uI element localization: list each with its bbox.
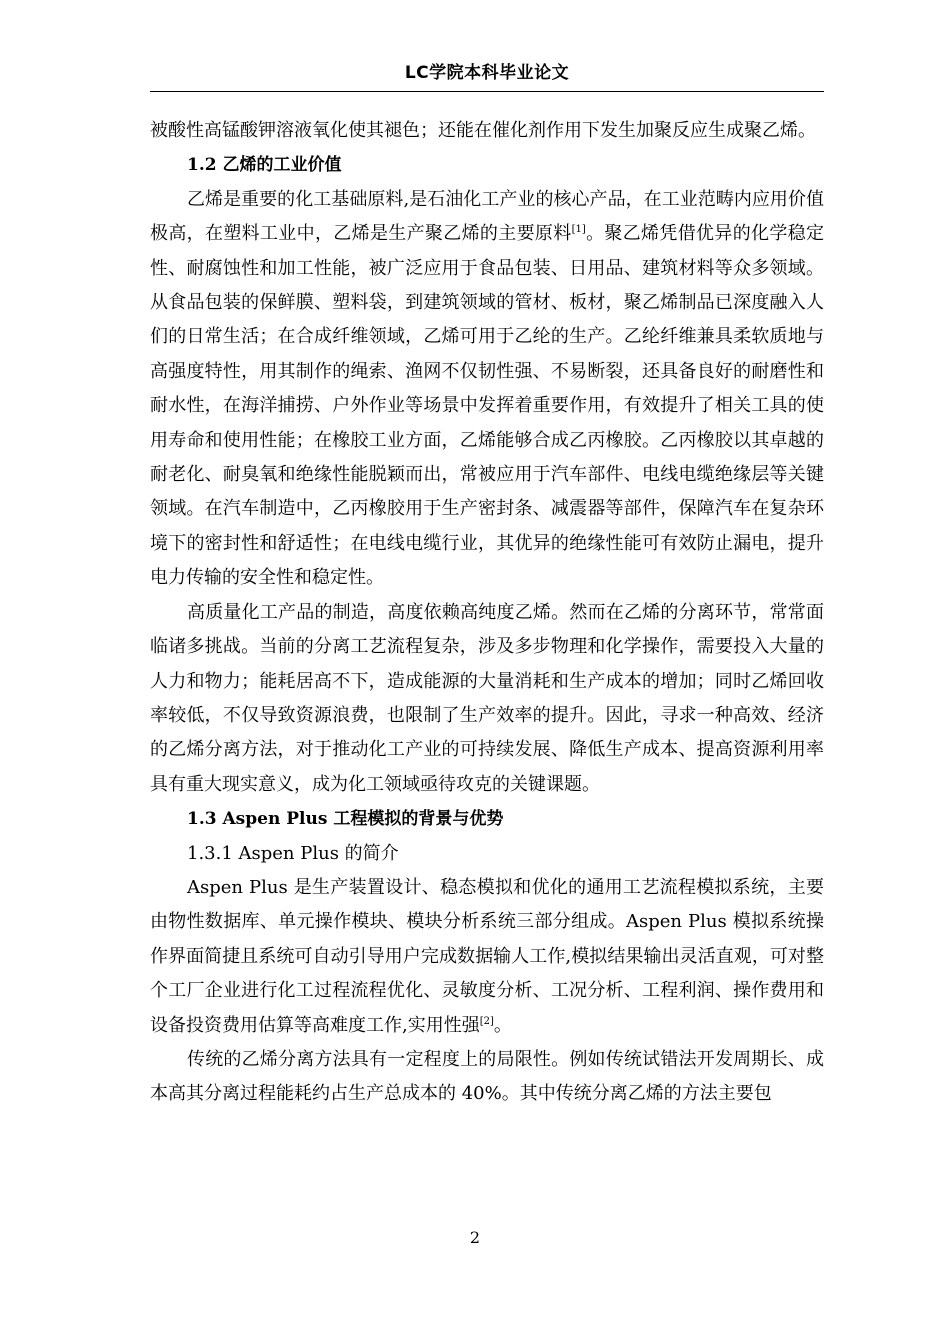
page-number: 2 bbox=[469, 1228, 481, 1247]
paragraph-aspen-intro bbox=[150, 871, 824, 1043]
header-divider bbox=[150, 91, 824, 92]
section-heading-1-2: 1.2 乙烯的工业价值 bbox=[187, 155, 342, 176]
running-header: LC学院本科毕业论文 bbox=[404, 63, 570, 83]
paragraph-text: 乙烯是重要的化工基础原料,是石油化工产业的核心产品，在工业范畴内应用价值极高，在塑料工业中，乙烯是生产聚乙烯的主要原料 bbox=[150, 188, 824, 245]
citation-ref-2: [2] bbox=[479, 1015, 494, 1027]
paragraph-text: 。 bbox=[493, 1014, 512, 1036]
paragraph-text: Aspen Plus 是生产装置设计、稳态模拟和优化的通用工艺流程模拟系统，主要由物性数据库、单元操作模块、模块分析系统三部分组成。Aspen Plus 模拟系统操作界面简捷且系统可自动引导用户完成数据输人工作,模拟结果输出灵活直观，可对整个工厂企业进行化工过程流程优化、灵敏度分析、工况分析、工程利润、操作费用和设备投资费用估算等高难度工作,实用性强 bbox=[150, 876, 824, 1036]
paragraph-industrial-value bbox=[150, 183, 824, 596]
section-heading-1-3: 1.3 Aspen Plus 工程模拟的背景与优势 bbox=[187, 809, 504, 830]
page-content bbox=[150, 114, 824, 1112]
paragraph-continued: 被酸性高锰酸钾溶液氧化使其褪色；还能在催化剂作用下发生加聚反应生成聚乙烯。 bbox=[150, 120, 816, 141]
paragraph-separation-challenges: 高质量化工产品的制造，高度依赖高纯度乙烯。然而在乙烯的分离环节，常常面临诸多挑战。当前的分离工艺流程复杂，涉及多步物理和化学操作，需要投入大量的人力和物力；能耗居高不下，造成能源的大量消耗和生产成本的增加；同时乙烯回收率较低，不仅导致资源浪费，也限制了生产效率的提升。因此，寻求一种高效、经济的乙烯分离方法，对于推动化工产业的可持续发展、降低生产成本、提高资源利用率具有重大现实意义，成为化工领域亟待攻克的关键课题。 bbox=[150, 601, 824, 795]
paragraph-text: 。聚乙烯凭借优异的化学稳定性、耐腐蚀性和加工性能，被广泛应用于食品包装、日用品、建筑材料等众多领域。从食品包装的保鲜膜、塑料袋，到建筑领域的管材、板材，聚乙烯制品已深度融入人们的日常生活；在合成纤维领域，乙烯可用于乙纶的生产。乙纶纤维兼具柔软质地与高强度特性，用其制作的绳索、渔网不仅韧性强、不易断裂，还具备良好的耐磨性和耐水性，在海洋捕捞、户外作业等场景中发挥着重要作用，有效提升了相关工具的使用寿命和使用性能；在橡胶工业方面，乙烯能够合成乙丙橡胶。乙丙橡胶以其卓越的耐老化、耐臭氧和绝缘性能脱颖而出，常被应用于汽车部件、电线电缆绝缘层等关键领域。在汽车制造中，乙丙橡胶用于生产密封条、减震器等部件，保障汽车在复杂环境下的密封性和舒适性；在电线电缆行业，其优异的绝缘性能可有效防止漏电，提升电力传输的安全性和稳定性。 bbox=[150, 223, 825, 589]
citation-ref-1: [1] bbox=[571, 224, 586, 236]
paragraph-traditional-methods: 传统的乙烯分离方法具有一定程度上的局限性。例如传统试错法开发周期长、成本高其分离过程能耗约占生产总成本的 40%。其中传统分离乙烯的方法主要包 bbox=[150, 1048, 824, 1105]
subsection-heading-1-3-1: 1.3.1 Aspen Plus 的简介 bbox=[187, 842, 399, 864]
